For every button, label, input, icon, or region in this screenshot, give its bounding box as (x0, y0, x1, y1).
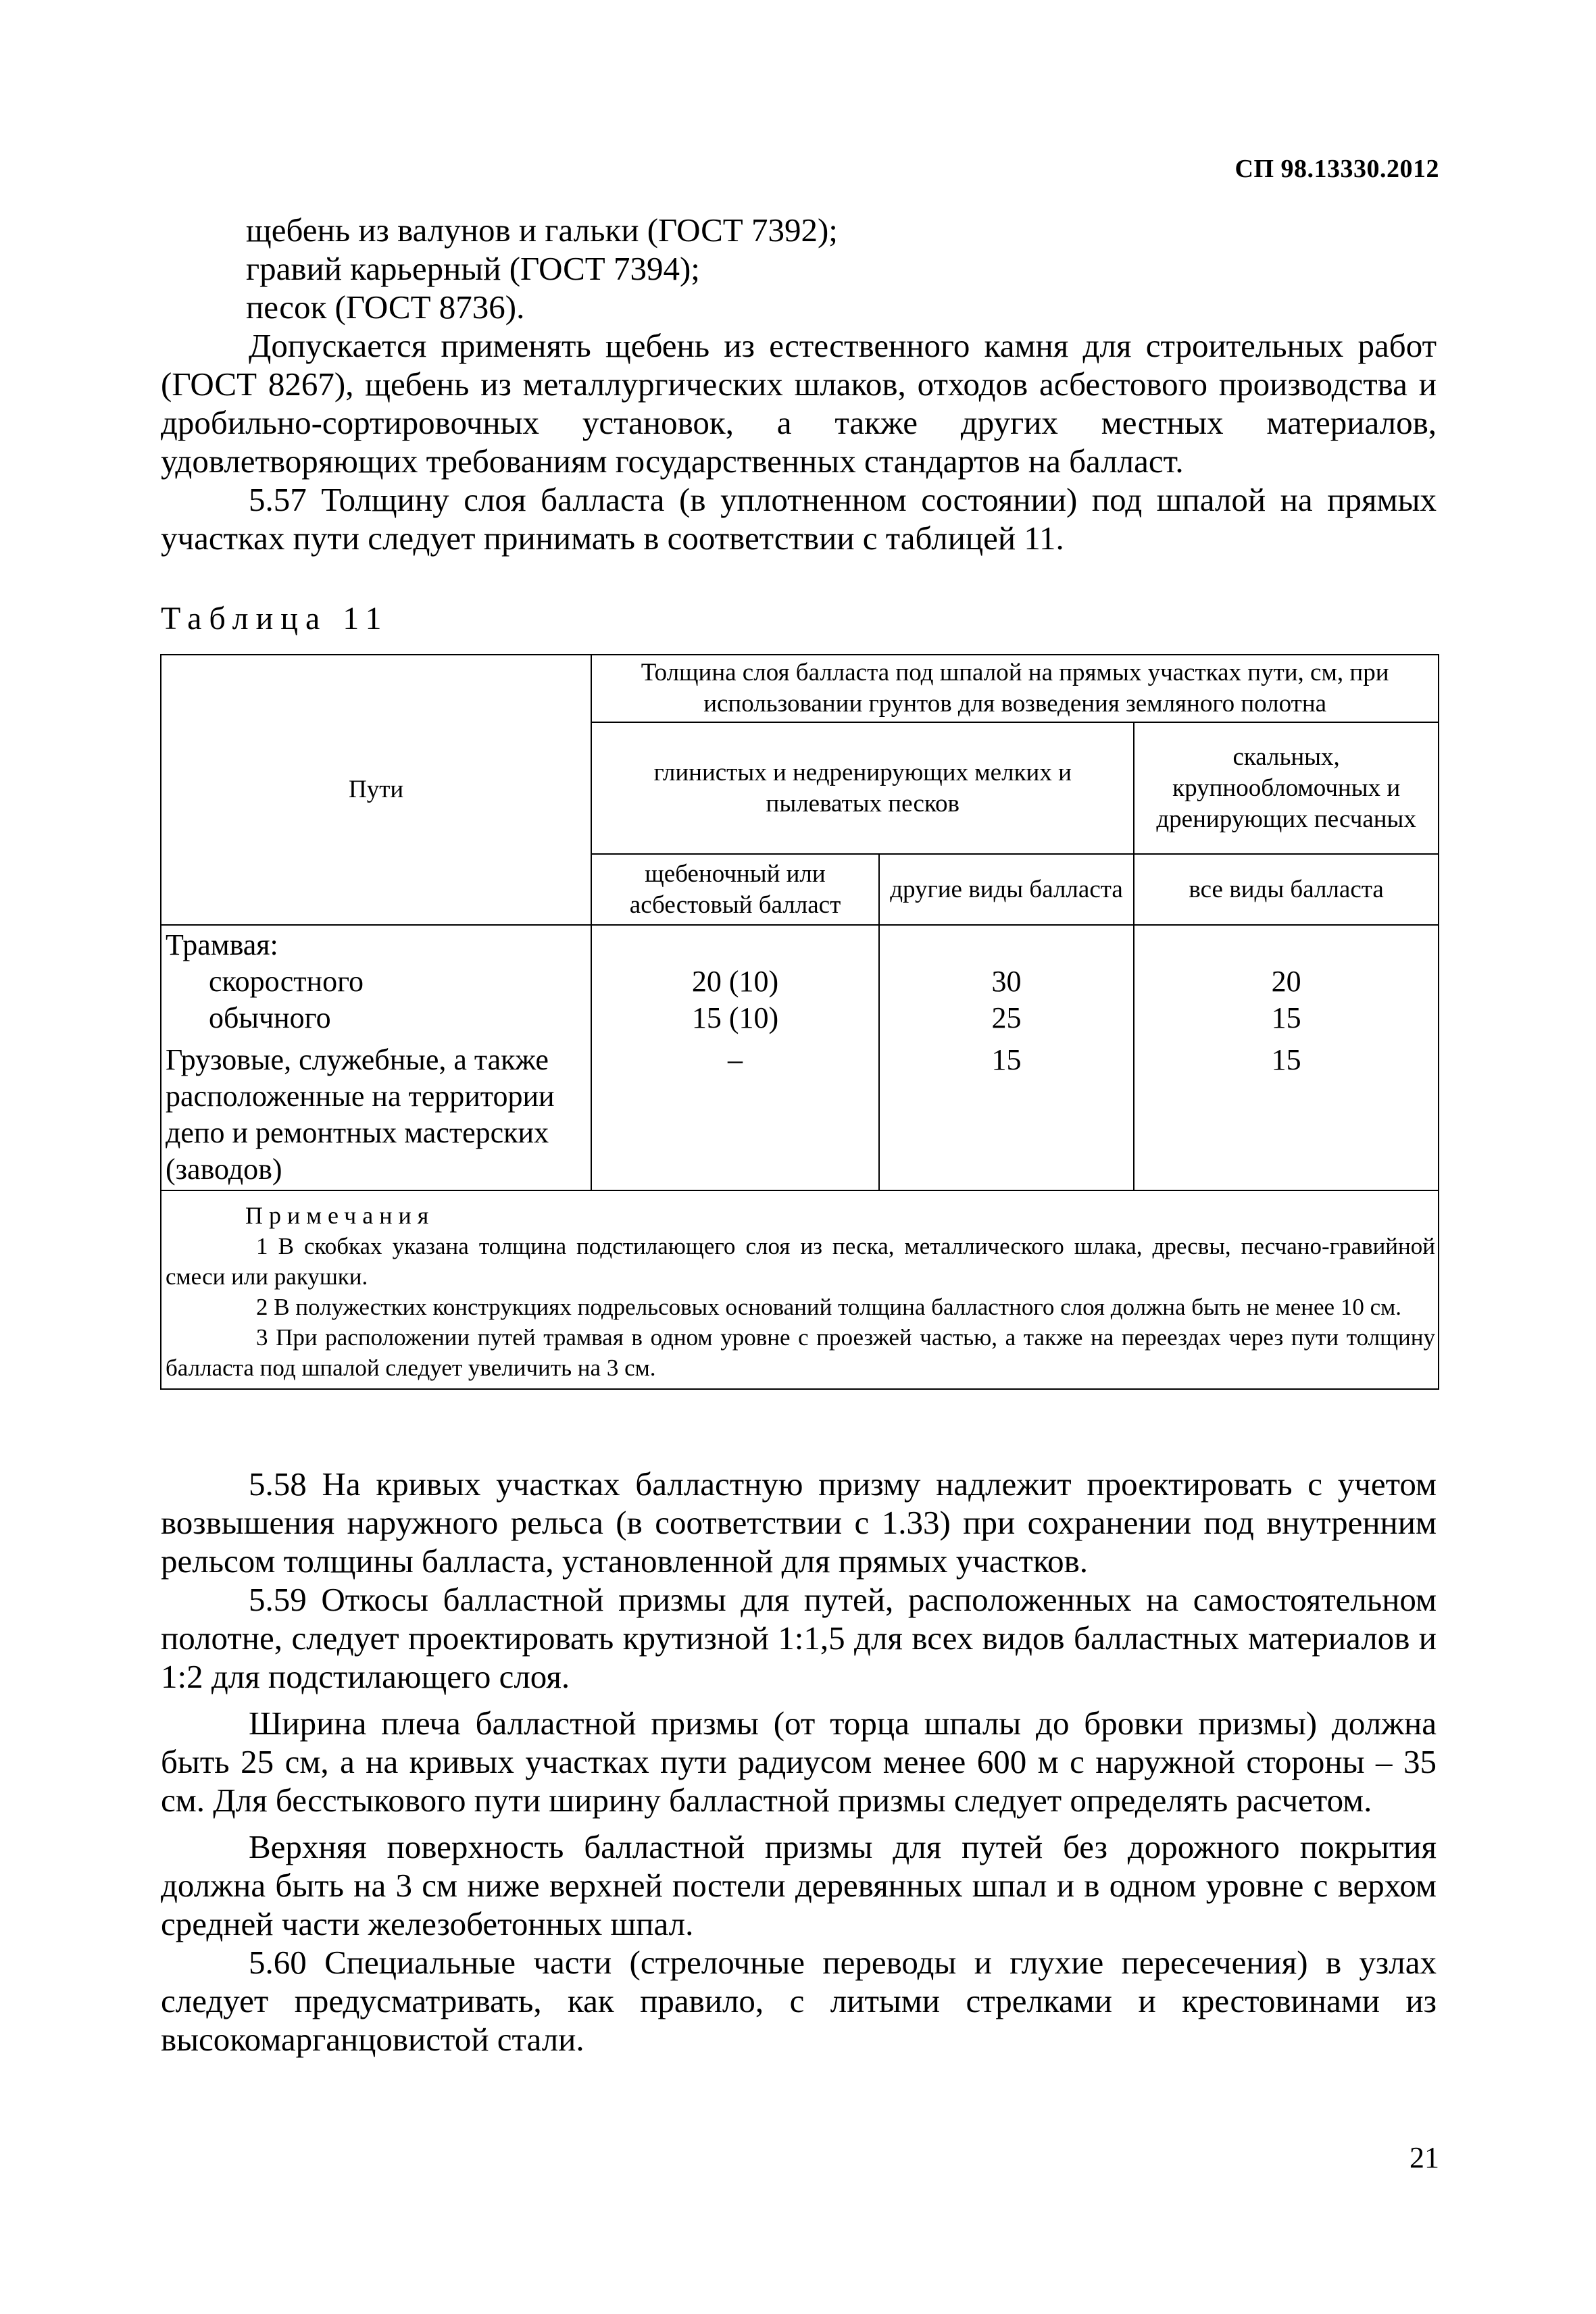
note-item: 1 В скобках указана толщина подстилающего слоя из песка, металлического шлака, дресвы, песчано-гравийной смеси или ракушки. (166, 1233, 1435, 1290)
cell-freight-other: 15 (991, 1043, 1022, 1076)
header-clay-soils: глинистых и недренирующих мелких и пылеватых песков (591, 722, 1134, 854)
row-label-regular: обычного (209, 1001, 331, 1034)
column-all-values (1134, 925, 1439, 1190)
paragraph-5-60: 5.60 Специальные части (стрелочные переводы и глухие пересечения) в узлах следует предусматривать, как правило, с литыми стрелками и крестовинами из высокомарганцовистой стали. (161, 1944, 1437, 2058)
cell-freight-all: 15 (1271, 1043, 1301, 1076)
row-label-freight: Грузовые, служебные, а также расположенные на территории депо и ремонтных мастерских (заводов) (166, 1043, 555, 1186)
paragraph-top-surface: Верхняя поверхность балластной призмы для путей без дорожного покрытия должна быть на 3 см ниже верхней постели деревянных шпал и в одном уровне с верхом средней части железобетонных шпал. (161, 1828, 1437, 1942)
note-item: 2 В полужестких конструкциях подрельсовых оснований толщина балластного слоя должна быть не менее 10 см. (256, 1294, 1402, 1320)
cell-fast-other: 30 (991, 965, 1022, 998)
page-number: 21 (1410, 2141, 1439, 2174)
notes-title: Примечания (245, 1202, 435, 1229)
paragraph-allowed-materials: Допускается применять щебень из естественного камня для строительных работ (ГОСТ 8267), щебень из металлургических шлаков, отходов асбестового производства и дробильно-сортировочных установок, а также других местных материалов, удовлетворяющих требованиям государственных стандартов на балласт. (161, 327, 1437, 480)
paragraph-5-58: 5.58 На кривых участках балластную призму надлежит проектировать с учетом возвышения наружного рельса (в соответствии с 1.33) при сохранении под внутренним рельсом толщины балласта, установленной для прямых участков. (161, 1465, 1437, 1580)
row-label-fast: скоростного (209, 965, 364, 998)
paragraph-5-59: 5.59 Откосы балластной призмы для путей, расположенных на самостоятельном полотне, следует проектировать крутизной 1:1,5 для всех видов балластных материалов и 1:2 для подстилающего слоя. (161, 1581, 1437, 1695)
list-item: гравий карьерный (ГОСТ 7394); (246, 250, 700, 287)
paragraph-5-57: 5.57 Толщину слоя балласта (в уплотненном состоянии) под шпалой на прямых участках пути следует принимать в соответствии с таблицей 11. (161, 481, 1437, 557)
list-item: щебень из валунов и гальки (ГОСТ 7392); (246, 211, 838, 249)
row-label-tram: Трамвая: (166, 928, 278, 961)
paragraph-shoulder-width: Ширина плеча балластной призмы (от торца шпалы до бровки призмы) должна быть 25 см, а на кривых участках пути радиусом менее 600 м с наружной стороны – 35 см. Для бесстыкового пути ширину балластной призмы следует определять расчетом. (161, 1705, 1437, 1819)
document-code: СП 98.13330.2012 (1235, 155, 1439, 183)
cell-regular-all: 15 (1271, 1001, 1301, 1034)
column-crushed-values (591, 925, 879, 1190)
cell-freight-crushed: – (728, 1043, 743, 1076)
cell-regular-crushed: 15 (10) (691, 1001, 779, 1034)
cell-fast-all: 20 (1271, 965, 1301, 998)
table-notes (161, 1190, 1439, 1389)
table-caption: Таблица 11 (161, 601, 389, 636)
list-item: песок (ГОСТ 8736). (246, 288, 525, 326)
header-tracks: Пути (161, 655, 591, 925)
header-all-ballast: все виды балласта (1134, 854, 1439, 925)
row-names (161, 925, 591, 1190)
header-thickness: Толщина слоя балласта под шпалой на прямых участках пути, см, при использовании грунтов для возведения земляного полотна (591, 655, 1439, 722)
intro-section (161, 211, 1437, 557)
column-other-values (879, 925, 1134, 1190)
header-other-ballast: другие виды балласта (879, 854, 1134, 925)
body-section (161, 1465, 1437, 2059)
note-item: 3 При расположении путей трамвая в одном уровне с проезжей частью, а также на переездах через пути толщину балласта под шпалой следует увеличить на 3 см. (166, 1324, 1435, 1381)
header-crushed-ballast: щебеночный или асбестовый балласт (591, 854, 879, 925)
cell-regular-other: 25 (991, 1001, 1022, 1034)
cell-fast-crushed: 20 (10) (691, 965, 779, 998)
ballast-thickness-table (160, 654, 1439, 1390)
header-rock-soils: скальных, крупнообломочных и дренирующих песчаных (1134, 722, 1439, 854)
